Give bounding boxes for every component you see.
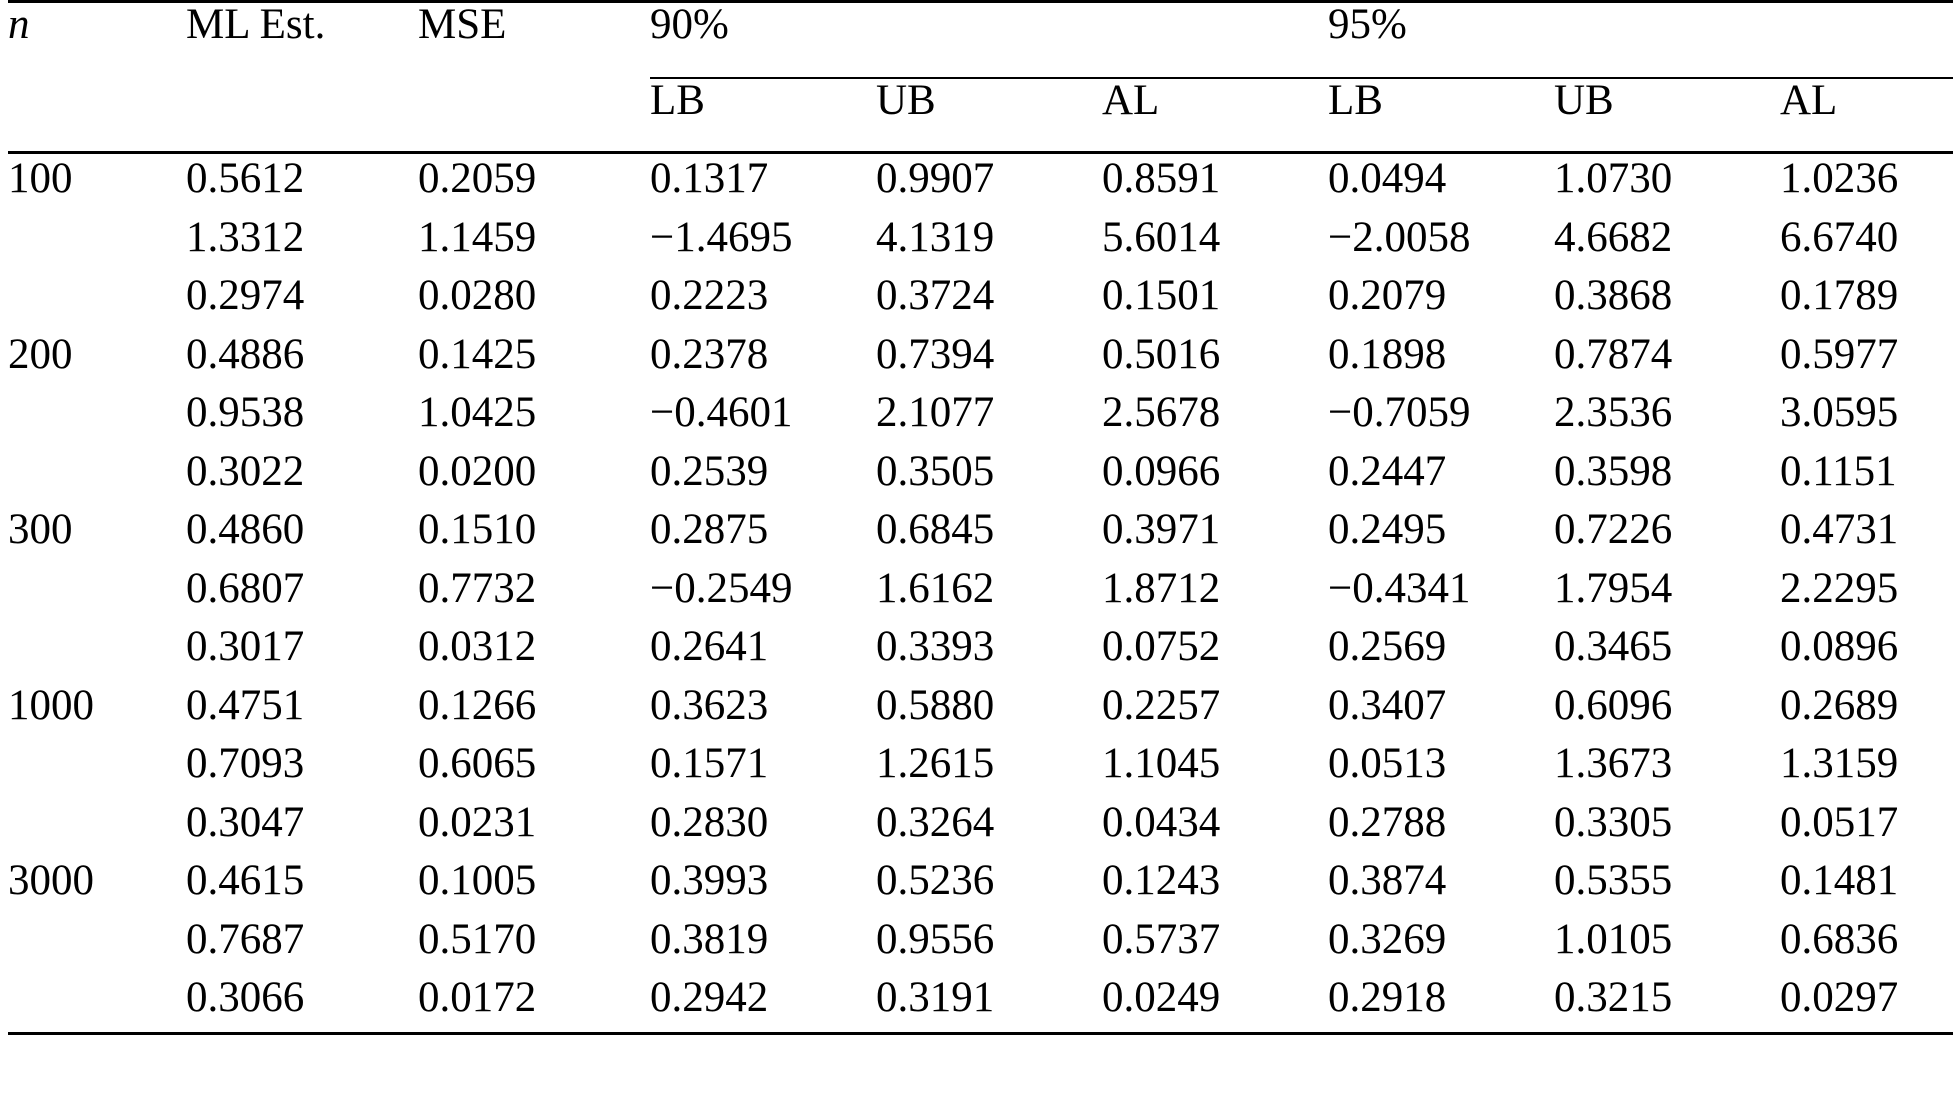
header-row-sub	[8, 79, 1953, 153]
cell-lb-95: 0.3269	[1328, 915, 1447, 963]
cell-ub-95: 4.6682	[1554, 213, 1673, 261]
cell-ml-est: 0.4860	[186, 506, 305, 553]
cell-n: 1000	[8, 681, 94, 729]
cell-mse: 0.5170	[418, 915, 537, 963]
cell-n	[8, 564, 186, 623]
bottom-rule-6	[1102, 1033, 1328, 1035]
cell-lb-90: 0.1571	[650, 740, 769, 787]
header-row-top	[8, 2, 1953, 79]
bottom-rule-3	[418, 1033, 650, 1035]
cell-al-95: 1.3159	[1780, 740, 1899, 787]
cell-mse: 0.0200	[418, 447, 537, 495]
cell-ub-90: 0.3191	[876, 974, 995, 1021]
table-row	[8, 271, 1953, 330]
table-row	[8, 564, 1953, 623]
cell-ub-90: 0.7394	[876, 330, 995, 378]
cell-al-90: 0.5737	[1102, 915, 1221, 963]
cell-lb-95: 0.2918	[1328, 974, 1447, 1021]
cell-al-90: 1.8712	[1102, 564, 1221, 612]
subheader-lb-90: LB	[650, 77, 705, 124]
cell-al-90: 0.8591	[1102, 155, 1221, 202]
cell-al-95: 0.5977	[1780, 330, 1899, 378]
cell-ub-90: 0.5236	[876, 857, 995, 904]
table-bottom-rule	[8, 1033, 1953, 1035]
cell-al-95: 1.0236	[1780, 155, 1899, 202]
cell-lb-95: 0.2447	[1328, 447, 1447, 495]
subheader-al-95: AL	[1780, 77, 1838, 124]
cell-lb-95: −2.0058	[1328, 213, 1471, 261]
cell-ub-95: 0.5355	[1554, 857, 1673, 904]
table-row	[8, 330, 1953, 389]
cell-al-95: 0.6836	[1780, 915, 1899, 963]
cell-al-95: 6.6740	[1780, 213, 1899, 261]
cell-n	[8, 447, 186, 506]
cell-lb-90: 0.2875	[650, 506, 769, 553]
cell-al-95: 0.2689	[1780, 681, 1899, 729]
cell-al-95: 0.0297	[1780, 974, 1899, 1021]
subheader-blank-n	[8, 79, 186, 153]
cell-al-90: 0.0434	[1102, 798, 1221, 846]
cell-lb-95: 0.2788	[1328, 798, 1447, 846]
table-foot	[8, 1033, 1953, 1035]
cell-ub-90: 0.6845	[876, 506, 995, 553]
cell-ub-95: 0.3215	[1554, 974, 1673, 1021]
cell-n	[8, 798, 186, 857]
cell-n: 200	[8, 330, 73, 378]
cell-lb-90: 0.2223	[650, 272, 769, 319]
cell-ml-est: 0.6807	[186, 564, 305, 612]
cell-ub-95: 1.0105	[1554, 915, 1673, 963]
cell-al-95: 2.2295	[1780, 564, 1899, 612]
cell-ml-est: 0.7093	[186, 740, 305, 787]
table-row	[8, 154, 1953, 213]
header-group-90-pad2	[1102, 2, 1328, 79]
cell-al-90: 2.5678	[1102, 389, 1221, 436]
cell-lb-95: −0.7059	[1328, 389, 1471, 436]
cell-lb-90: −1.4695	[650, 213, 793, 261]
cell-ml-est: 0.4751	[186, 681, 305, 729]
cell-al-95: 0.1151	[1780, 447, 1897, 495]
cell-lb-95: 0.2079	[1328, 272, 1447, 319]
cell-ml-est: 0.4615	[186, 857, 305, 904]
table-row	[8, 213, 1953, 272]
cell-al-95: 0.0517	[1780, 798, 1899, 846]
cell-n: 300	[8, 506, 73, 553]
cell-lb-95: 0.2495	[1328, 506, 1447, 553]
header-ml-est: ML Est.	[186, 2, 418, 79]
header-group-95-pad1	[1554, 2, 1780, 79]
header-group-90-pad1	[876, 2, 1102, 79]
statistics-table	[8, 0, 1953, 1035]
cell-al-90: 0.2257	[1102, 681, 1221, 729]
header-group-95: 95%	[1328, 2, 1554, 79]
cell-al-90: 0.0966	[1102, 447, 1221, 495]
cell-n	[8, 622, 186, 681]
cell-lb-90: 0.3993	[650, 857, 769, 904]
cell-ub-95: 1.3673	[1554, 740, 1673, 787]
table-row	[8, 973, 1953, 1033]
cell-ub-90: 2.1077	[876, 389, 995, 436]
cell-mse: 1.1459	[418, 213, 537, 261]
cell-ub-90: 0.9907	[876, 155, 995, 202]
cell-lb-95: 0.0513	[1328, 740, 1447, 787]
table-row	[8, 915, 1953, 974]
cell-ml-est: 0.5612	[186, 155, 305, 202]
cell-al-90: 5.6014	[1102, 213, 1221, 261]
cell-ub-90: 0.5880	[876, 681, 995, 729]
cell-ub-95: 0.3868	[1554, 272, 1673, 319]
cell-mse: 0.0280	[418, 272, 537, 319]
cell-lb-90: 0.2942	[650, 974, 769, 1021]
cell-lb-95: 0.3874	[1328, 857, 1447, 904]
cell-mse: 0.1266	[418, 681, 537, 729]
cell-ub-90: 0.3505	[876, 447, 995, 495]
table-row	[8, 447, 1953, 506]
subheader-lb-95: LB	[1328, 77, 1383, 124]
cell-ub-95: 0.7874	[1554, 330, 1673, 378]
cell-al-95: 0.1789	[1780, 272, 1899, 319]
cell-mse: 0.1510	[418, 506, 537, 553]
cell-lb-90: −0.2549	[650, 564, 793, 612]
cell-mse: 0.1425	[418, 330, 537, 378]
cell-lb-90: 0.2378	[650, 330, 769, 378]
cell-lb-90: 0.3623	[650, 681, 769, 729]
cell-lb-95: −0.4341	[1328, 564, 1471, 612]
cell-ub-95: 0.6096	[1554, 681, 1673, 729]
cell-al-90: 0.1243	[1102, 857, 1221, 904]
cell-ub-90: 1.6162	[876, 564, 995, 612]
cell-ub-90: 0.9556	[876, 915, 995, 963]
cell-ub-95: 0.3465	[1554, 623, 1673, 670]
cell-ub-90: 0.3724	[876, 272, 995, 319]
subheader-al-90: AL	[1102, 77, 1160, 124]
header-group-90: 90%	[650, 2, 876, 79]
cell-lb-90: 0.2830	[650, 798, 769, 846]
cell-al-90: 0.1501	[1102, 272, 1221, 319]
bottom-rule-8	[1554, 1033, 1780, 1035]
cell-lb-95: 0.0494	[1328, 155, 1447, 202]
table-row	[8, 681, 1953, 740]
cell-lb-90: 0.2641	[650, 623, 769, 670]
cell-lb-95: 0.2569	[1328, 623, 1447, 670]
cell-ml-est: 0.3017	[186, 623, 305, 670]
cell-ml-est: 0.2974	[186, 272, 305, 319]
cell-al-95: 0.4731	[1780, 506, 1899, 553]
bottom-rule-4	[650, 1033, 876, 1035]
bottom-rule-9	[1780, 1033, 1953, 1035]
cell-mse: 0.0312	[418, 623, 537, 670]
header-mse: MSE	[418, 2, 650, 79]
cell-al-90: 0.5016	[1102, 330, 1221, 378]
cell-ml-est: 0.9538	[186, 389, 305, 436]
cell-al-95: 3.0595	[1780, 389, 1899, 436]
bottom-rule-2	[186, 1033, 418, 1035]
cell-ub-95: 0.3598	[1554, 447, 1673, 495]
cell-mse: 0.0172	[418, 974, 537, 1021]
cell-n	[8, 973, 186, 1033]
cell-lb-90: 0.3819	[650, 915, 769, 963]
cell-mse: 0.0231	[418, 798, 537, 846]
cell-n: 100	[8, 155, 73, 202]
cell-ml-est: 0.3047	[186, 798, 305, 846]
cell-lb-95: 0.1898	[1328, 330, 1447, 378]
cell-al-95: 0.1481	[1780, 857, 1899, 904]
cell-mse: 0.6065	[418, 740, 537, 787]
cell-al-90: 1.1045	[1102, 740, 1221, 787]
cell-ub-95: 0.7226	[1554, 506, 1673, 553]
table-row	[8, 739, 1953, 798]
header-group-95-pad2	[1780, 2, 1953, 79]
cell-al-95: 0.0896	[1780, 623, 1899, 670]
cell-ub-90: 1.2615	[876, 740, 995, 787]
table-row	[8, 505, 1953, 564]
cell-ub-95: 2.3536	[1554, 389, 1673, 436]
cell-n: 3000	[8, 857, 94, 904]
cell-ml-est: 1.3312	[186, 213, 305, 261]
table-head	[8, 2, 1953, 155]
table-row	[8, 622, 1953, 681]
cell-n	[8, 271, 186, 330]
cell-n	[8, 388, 186, 447]
cell-lb-95: 0.3407	[1328, 681, 1447, 729]
cell-ub-95: 1.7954	[1554, 564, 1673, 612]
subheader-blank-mse	[418, 79, 650, 153]
header-n: n	[8, 2, 186, 79]
table-body	[8, 154, 1953, 1033]
cell-al-90: 0.0249	[1102, 974, 1221, 1021]
cell-ub-95: 0.3305	[1554, 798, 1673, 846]
cell-ub-90: 4.1319	[876, 213, 995, 261]
cell-ub-90: 0.3264	[876, 798, 995, 846]
cell-ub-90: 0.3393	[876, 623, 995, 670]
cell-lb-90: 0.1317	[650, 155, 769, 202]
cell-ml-est: 0.3066	[186, 974, 305, 1021]
cell-ml-est: 0.3022	[186, 447, 305, 495]
subheader-ub-90: UB	[876, 77, 936, 124]
cell-n	[8, 739, 186, 798]
cell-ub-95: 1.0730	[1554, 155, 1673, 202]
table-row	[8, 798, 1953, 857]
subheader-blank-ml	[186, 79, 418, 153]
table-row	[8, 856, 1953, 915]
table-row	[8, 388, 1953, 447]
cell-mse: 0.7732	[418, 564, 537, 612]
cell-ml-est: 0.7687	[186, 915, 305, 963]
subheader-ub-95: UB	[1554, 77, 1614, 124]
cell-mse: 0.1005	[418, 857, 537, 904]
bottom-rule-7	[1328, 1033, 1554, 1035]
cell-n	[8, 915, 186, 974]
cell-al-90: 0.0752	[1102, 623, 1221, 670]
bottom-rule-5	[876, 1033, 1102, 1035]
cell-lb-90: −0.4601	[650, 389, 793, 436]
bottom-rule-1	[8, 1033, 186, 1035]
cell-ml-est: 0.4886	[186, 330, 305, 378]
cell-lb-90: 0.2539	[650, 447, 769, 495]
cell-mse: 1.0425	[418, 389, 537, 436]
cell-al-90: 0.3971	[1102, 506, 1221, 553]
cell-n	[8, 213, 186, 272]
cell-mse: 0.2059	[418, 155, 537, 202]
